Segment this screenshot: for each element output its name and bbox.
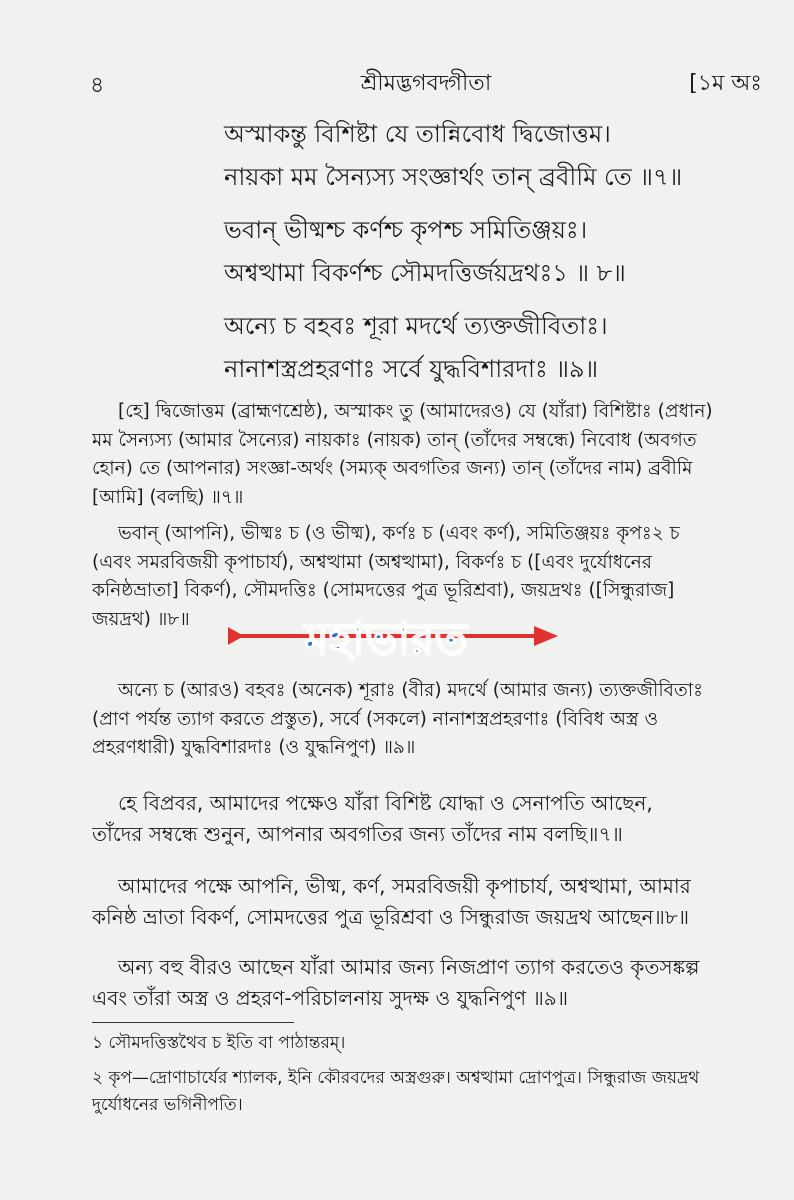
verse-line: নায়কা মম সৈন্যস্য সংজ্ঞার্থং তান্ ব্রবীমি তে ॥৭॥ [224, 163, 683, 191]
translation-verse-9: অন্য বহু বীরও আছেন যাঁরা আমার জন্য নিজপ্রাণ ত্যাগ করতেও কৃতসঙ্কল্প এবং তাঁরা অস্ত্র ও প্রহরণ-পরিচালনায় সুদক্ষ ও যুদ্ধনিপুণ ॥৯॥ [92, 955, 700, 1010]
word-meaning-verse-7: [হে] দ্বিজোত্তম (ব্রাহ্মণশ্রেষ্ঠ), অস্মাকং তু (আমাদেরও) যে (যাঁরা) বিশিষ্টাঃ (প্রধান) মম সৈন্যস্য (আমার সৈন্যের) নায়কাঃ (নায়ক) তান্ (তাঁদের সম্বন্ধে) নিবোধ (অবগত হোন) তে (আপনার) সংজ্ঞা-অর্থং (সম্যক্ অবগতির জন্য) তান্ (তাঁদের নাম) ব্রবীমি [আমি] (বলছি) ॥৭॥ [92, 401, 713, 508]
footnote-2: ২ কৃপ—দ্রোণাচার্যের শ্যালক, ইনি কৌরবদের অস্ত্রগুরু। অশ্বত্থামা দ্রোণপুত্র। সিন্ধুরাজ জয়দ্রথ [92, 1068, 700, 1088]
footnote-divider [92, 1022, 294, 1023]
running-header [90, 62, 762, 102]
verse-line: অন্যে চ বহবঃ শূরা মদর্থে ত্যক্তজীবিতাঃ। [224, 312, 608, 340]
arrow-tail-icon [228, 626, 244, 646]
book-title: শ্রীমদ্ভগবদ্গীতা [360, 71, 492, 96]
translation-verse-8: আমাদের পক্ষে আপনি, ভীষ্ম, কর্ণ, সমরবিজয়ী কৃপাচার্য, অশ্বত্থামা, আমার কনিষ্ঠ ভ্রাতা বিকর্ণ, সোমদত্তের পুত্র ভূরিশ্রবা ও সিন্ধুরাজ জয়দ্রথ আছেন॥৮॥ [92, 874, 691, 929]
footnotes [92, 1030, 764, 1119]
footnote-1: ১ সৌমদত্তিস্তথৈব চ ইতি বা পাঠান্তরম্। [92, 1033, 346, 1053]
watermark-logo [228, 608, 558, 670]
chapter-marker: [১ম অঃ [689, 71, 762, 96]
verse-line: অশ্বত্থামা বিকর্ণশ্চ সৌমদত্তির্জয়দ্রথঃ১ ॥ ৮॥ [224, 259, 626, 287]
page-number: ৪ [90, 73, 105, 98]
footnote-2-cont: দুর্যোধনের ভগিনীপতি। [92, 1095, 243, 1115]
arrow-head-icon [534, 626, 558, 646]
watermark-text: মহাভারত [304, 614, 468, 665]
verse-line: নানাশস্ত্রপ্রহরণাঃ সর্বে যুদ্ধবিশারদাঃ ॥৯॥ [224, 355, 599, 383]
word-meaning-verse-9: অন্যে চ (আরও) বহবঃ (অনেক) শূরাঃ (বীর) মদর্থে (আমার জন্য) ত্যক্তজীবিতাঃ (প্রাণ পর্যন্ত ত্যাগ করতে প্রস্তুত), সর্বে (সকলে) নানাশস্ত্রপ্রহরণাঃ (বিবিধ অস্ত্র ও প্রহরণধারী) যুদ্ধবিশারদাঃ (ও যুদ্ধনিপুণ) ॥৯॥ [92, 680, 704, 758]
verse-line: ভবান্ ভীষ্মশ্চ কর্ণশ্চ কৃপশ্চ সমিতিঞ্জয়ঃ। [224, 216, 588, 244]
verse-line: অস্মাকন্তু বিশিষ্টা যে তান্নিবোধ দ্বিজোত্তম। [224, 120, 611, 148]
translation-verse-7: হে বিপ্রবর, আমাদের পক্ষেও যাঁরা বিশিষ্ট যোদ্ধা ও সেনাপতি আছেন, তাঁদের সম্বন্ধে শুনুন, আপনার অবগতির জন্য তাঁদের নাম বলছি॥৭॥ [92, 791, 653, 846]
word-meaning-verse-8: ভবান্ (আপনি), ভীষ্মঃ চ (ও ভীষ্ম), কর্ণঃ চ (এবং কর্ণ), সমিতিঞ্জয়ঃ কৃপঃ২ চ (এবং সমরবিজয়ী কৃপাচার্য), অশ্বত্থামা (অশ্বত্থামা), বিকর্ণঃ চ ([এবং দুর্যোধনের কনিষ্ঠভ্রাতা] বিকর্ণ), সৌমদত্তিঃ (সোমদত্তের পুত্র ভূরিশ্রবা), জয়দ্রথঃ ([সিন্ধুরাজ] জয়দ্রথ) ॥৮॥ [92, 523, 680, 630]
